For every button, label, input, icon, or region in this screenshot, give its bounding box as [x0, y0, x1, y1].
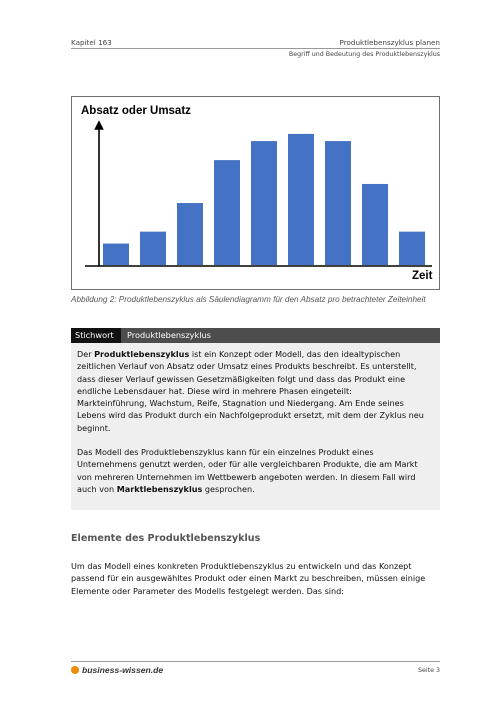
chapter-label: Kapitel 163	[71, 38, 112, 47]
stichwort-tag: Stichwort	[71, 328, 121, 343]
section-heading: Elemente des Produktlebenszyklus	[71, 533, 261, 544]
bar-8	[362, 184, 388, 265]
bar-5	[251, 141, 277, 265]
running-title: Produktlebenszyklus planen	[339, 38, 440, 47]
bold-term: Produktlebenszyklus	[94, 349, 190, 359]
x-axis-label: Zeit	[412, 270, 433, 282]
bars-group	[103, 134, 425, 265]
running-subtitle: Begriff und Bedeutung des Produktlebenszyklus	[288, 51, 440, 58]
brand-logo[interactable]	[71, 665, 163, 675]
section-paragraph: Um das Modell eines konkreten Produktlebenszyklus zu entwickeln und das Konzept passend für ein ausgewähltes Produkt oder einen Markt zu beschreiben, müssen einige Elemente oder Parameter des Modells festgelegt werden. Das sind:	[71, 561, 426, 596]
bar-9	[399, 232, 425, 265]
logo-dot-icon	[71, 666, 79, 674]
header-divider	[71, 48, 440, 49]
stichwort-header	[71, 328, 440, 343]
bar-2	[140, 232, 166, 265]
chart-canvas	[72, 97, 441, 291]
text-run: ist ein Konzept oder Modell, das den idealtypischen zeitlichen Verlauf von Absatz oder Umsatz eines Produkts beschreibt. Es unterstellt, dass dieser Verlauf gewissen Gesetzmäßigkeiten folgt und dass das Produkt eine endliche Lebensdauer hat. Diese wird in mehrere Phasen eingeteilt:	[77, 349, 417, 396]
text-run: Der	[77, 349, 95, 359]
text-run: Das Modell des Produktlebenszyklus kann für ein einzelnes Produkt eines Unternehmens genutzt werden, oder für alle vergleichbaren Produkte, die am Markt von mehreren Unternehmen im Wettbewerb angeboten werden. In diesem Fall wird auch von	[77, 447, 418, 494]
footer-divider	[71, 661, 440, 662]
bar-7	[325, 141, 351, 265]
figure-caption: Abbildung 2: Produktlebenszyklus als Säulendiagramm für den Absatz pro betrachteter Zeiteinheit	[71, 295, 426, 304]
bar-3	[177, 203, 203, 265]
bar-6	[288, 134, 314, 265]
logo-text: business-wissen.de	[82, 665, 164, 675]
stichwort-paragraph-2	[77, 446, 434, 495]
stichwort-paragraph-1	[77, 348, 434, 434]
stichwort-box	[71, 343, 440, 510]
stichwort-title: Produktlebenszyklus	[127, 330, 211, 340]
bar-4	[214, 160, 240, 265]
bar-1	[103, 244, 129, 265]
text-run: Markteinführung, Wachstum, Reife, Stagnation und Niedergang. Am Ende seines Lebens wird das Produkt durch ein Nachfolgeprodukt ersetzt, mit dem der Zyklus neu beginnt.	[77, 398, 424, 433]
page-number: Seite 3	[418, 667, 440, 674]
bold-term: Marktlebenszyklus	[116, 483, 203, 494]
y-axis-label: Absatz oder Umsatz	[81, 105, 191, 117]
bar-chart	[71, 96, 440, 290]
text-run: gesprochen.	[202, 483, 255, 494]
